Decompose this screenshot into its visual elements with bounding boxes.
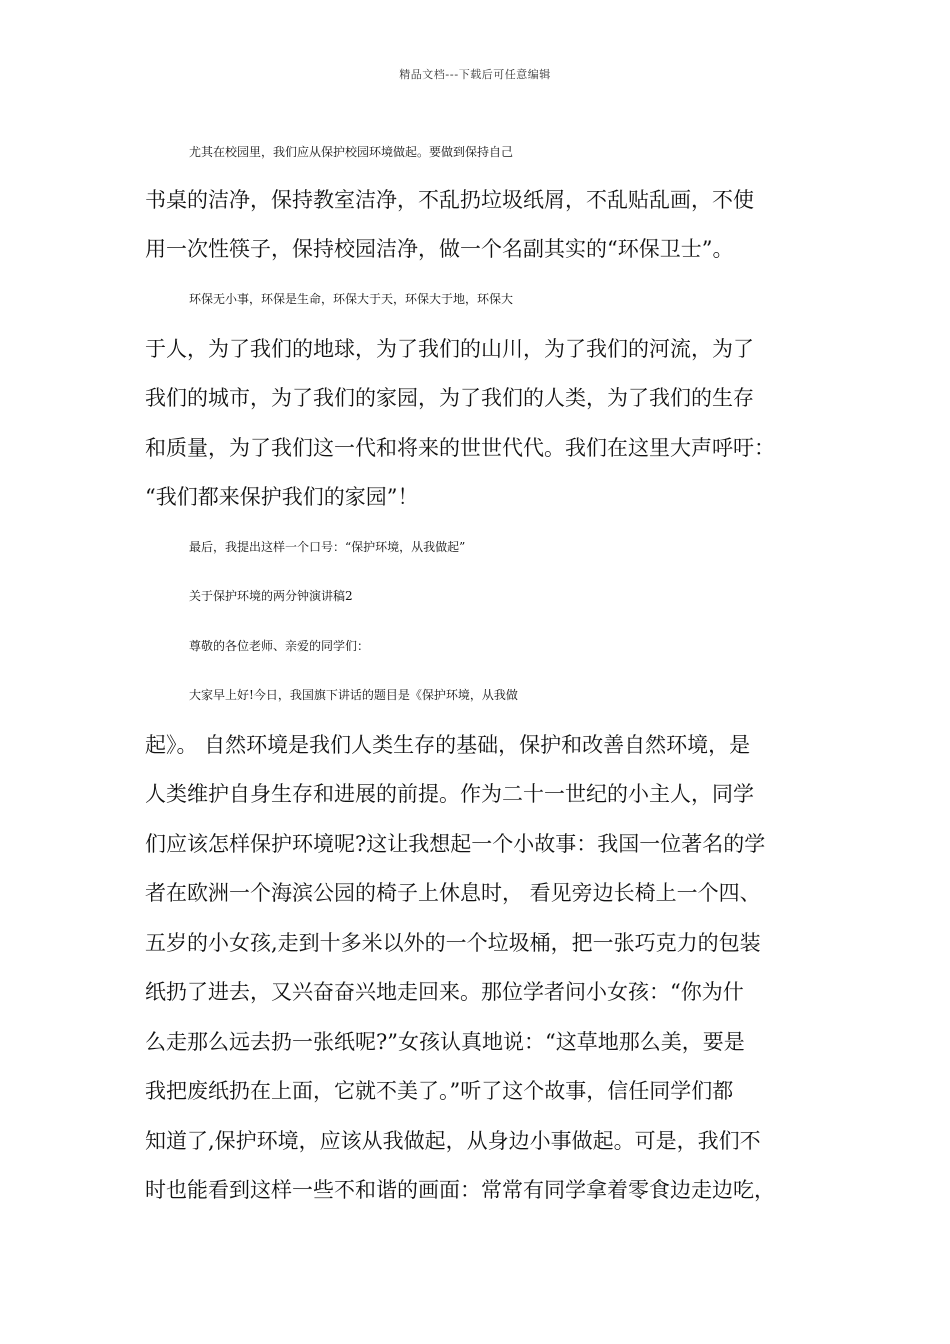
paragraph-line: 我把废纸扔在上面，它就不美了。”听了这个故事，信任同学们都 xyxy=(145,1079,734,1103)
salutation: 尊敬的各位老师、亲爱的同学们： xyxy=(189,639,370,653)
paragraph-line: 书桌的洁净，保持教室洁净，不乱扔垃圾纸屑，不乱贴乱画，不使 xyxy=(145,188,754,212)
paragraph-line: 环保无小事，环保是生命，环保大于天，环保大于地，环保大 xyxy=(189,292,514,306)
paragraph-line: 人类维护自身生存和进展的前提。作为二十一世纪的小主人，同学 xyxy=(145,782,754,806)
paragraph-line: 时也能看到这样一些不和谐的画面：常常有同学拿着零食边走边吃， xyxy=(145,1178,775,1202)
paragraph-line: 尤其在校园里，我们应从保护校园环境做起。要做到保持自己 xyxy=(189,145,514,159)
paragraph-line: 最后，我提出这样一个口号：“保护环境，从我做起” xyxy=(189,540,466,554)
page-header: 精品文档---下载后可任意编辑 xyxy=(399,68,551,81)
paragraph-line: “我们都来保护我们的家园”！ xyxy=(145,485,419,509)
paragraph-line: 纸扔了进去，又兴奋奋兴地走回来。那位学者问小女孩：“你为什 xyxy=(145,980,744,1004)
paragraph-line: 五岁的小女孩,走到十多米以外的一个垃圾桶，把一张巧克力的包装 xyxy=(145,931,761,955)
paragraph-line: 于人，为了我们的地球，为了我们的山川，为了我们的河流，为了 xyxy=(145,337,754,361)
paragraph-line: 知道了,保护环境，应该从我做起，从身边小事做起。可是，我们不 xyxy=(145,1129,761,1153)
paragraph-line: 起》。 自然环境是我们人类生存的基础，保护和改善自然环境，是 xyxy=(145,733,751,757)
paragraph-line: 用一次性筷子，保持校园洁净，做一个名副其实的“环保卫士”。 xyxy=(145,237,734,261)
paragraph-line: 者在欧洲一个海滨公园的椅子上休息时， 看见旁边长椅上一个四、 xyxy=(145,881,761,905)
paragraph-line: 大家早上好!今日，我国旗下讲话的题目是《保护环境，从我做 xyxy=(189,688,518,702)
paragraph-line: 我们的城市，为了我们的家园，为了我们的人类，为了我们的生存 xyxy=(145,386,754,410)
paragraph-line: 么走那么远去扔一张纸呢?”女孩认真地说：“这草地那么美，要是 xyxy=(145,1030,745,1054)
section-title: 关于保护环境的两分钟演讲稿2 xyxy=(189,589,353,603)
paragraph-line: 们应该怎样保护环境呢?这让我想起一个小故事：我国一位著名的学 xyxy=(145,832,766,856)
paragraph-line: 和质量，为了我们这一代和将来的世世代代。我们在这里大声呼吁： xyxy=(145,436,775,460)
